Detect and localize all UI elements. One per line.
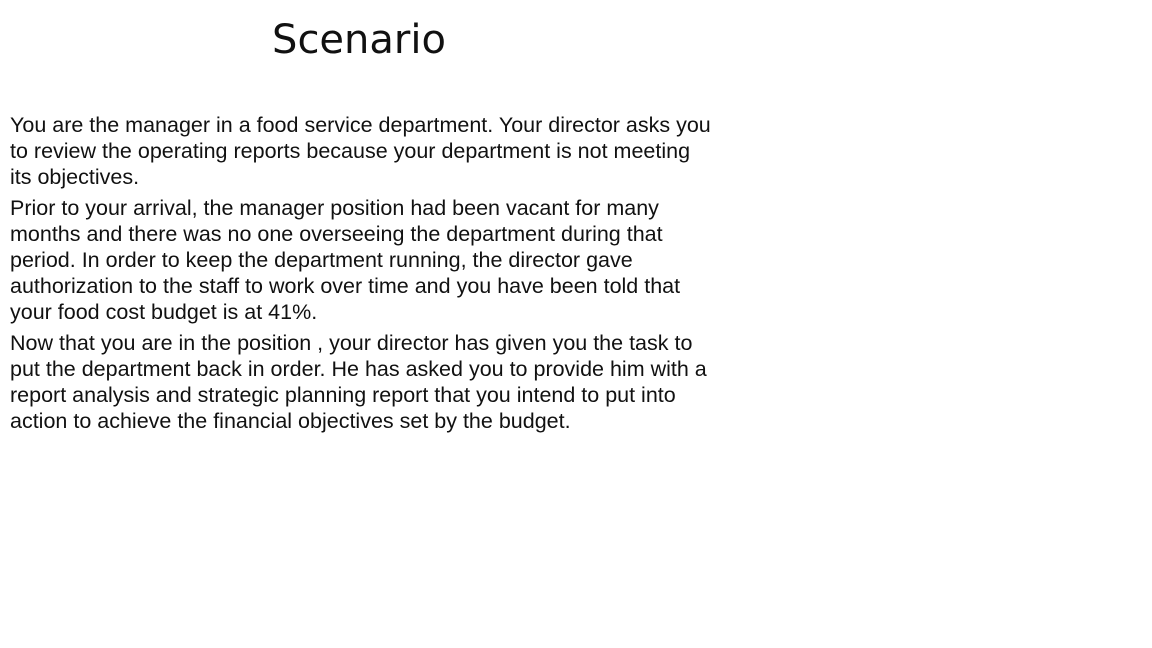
paragraph-intro: You are the manager in a food service department. Your director asks you to review the operating reports because your department is not meeting its objectives. <box>10 113 711 189</box>
paragraph-background: Prior to your arrival, the manager position had been vacant for many months and there was no one overseeing the department during that period. In order to keep the department running, the director gave authorization to the staff to work over time and you have been told that your food cost budget is at 41%. <box>10 196 681 324</box>
slide-title: Scenario <box>272 17 446 63</box>
slide-body <box>10 112 716 439</box>
paragraph-task: Now that you are in the position , your director has given you the task to put the department back in order. He has asked you to provide him with a report analysis and strategic planning report that you intend to put into action to achieve the financial objectives set by the budget. <box>10 331 707 433</box>
